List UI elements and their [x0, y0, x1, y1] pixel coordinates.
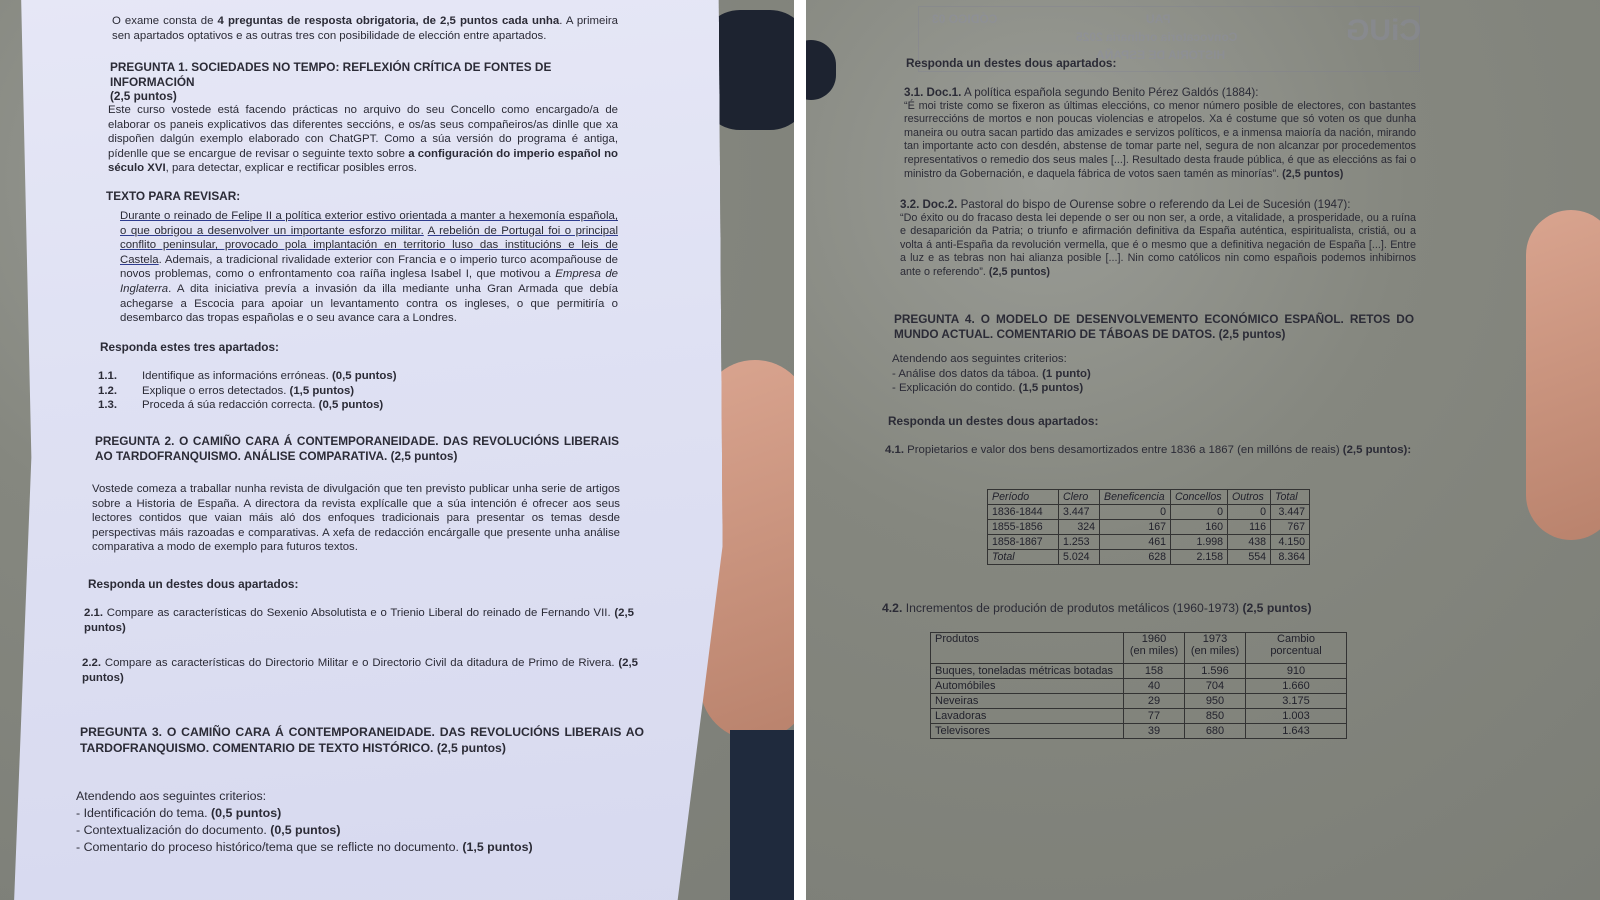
col-header: Concellos	[1171, 490, 1228, 505]
table-desamortization	[987, 489, 1310, 565]
table-1-title: 4.1. Propietarios e valor dos bens desamortizados entre 1836 a 1867 (en millóns de reais) (2,5 puntos):	[885, 444, 1412, 456]
col-header: Cambio porcentual	[1246, 633, 1347, 664]
question-1-title: PREGUNTA 1. SOCIEDADES NO TEMPO: REFLEXIÓN CRÍTICA DE FONTES DE INFORMACIÓN (2,5 puntos)	[110, 60, 552, 104]
table-row	[931, 709, 1347, 724]
criterion: - Explicación do contido. (1,5 puntos)	[892, 382, 1084, 395]
cell: 39	[1124, 724, 1185, 739]
cell: 1.003	[1246, 709, 1347, 724]
col-header: Total	[1271, 490, 1310, 505]
table-row	[988, 505, 1310, 520]
cell: 29	[1124, 694, 1185, 709]
holding-hand	[1526, 210, 1600, 540]
q1-item: 1.2. Explique o erros detectados. (1,5 puntos)	[98, 384, 355, 397]
table-total-row	[988, 550, 1310, 565]
cell: 158	[1124, 664, 1185, 679]
table-row	[931, 694, 1347, 709]
q3-criteria	[76, 788, 596, 856]
cell: 0	[1228, 505, 1271, 520]
cell: 0	[1100, 505, 1171, 520]
cell: 628	[1100, 550, 1171, 565]
criterion: - Análise dos datos da táboa. (1 punto)	[892, 367, 1091, 380]
cell: 40	[1124, 679, 1185, 694]
cell: 3.175	[1246, 694, 1347, 709]
cell: 0	[1171, 505, 1228, 520]
cell: 767	[1271, 520, 1310, 535]
cell: Automóbiles	[931, 679, 1124, 694]
col-header: Beneficencia	[1100, 490, 1171, 505]
text-to-review: Durante o reinado de Felipe II a política exterior estivo orientada a manter a hexemonía española, o que obrigou a desenvolver un importante esforzo militar. A rebelión de Portugal foi o principal conflito peninsular, provocado pola implantación en territorio luso das institucións e leis de Castela. Ademais, a tradicional rivalidade exterior con Francia e o imperio turco acompañouse de novos problemas, como o enfrontamento coa raíña inglesa Isabel I, que motivou a Empresa de Inglaterra. A dita iniciativa prevía a invasión da illa mediante unha Gran Armada que debía achegarse a Escocia para apoiar un levantamento contra os ingleses, o que permitiría o desembarco das tropas españolas e o seu avance cara a Londres.	[120, 210, 618, 325]
cell: Total	[988, 550, 1059, 565]
criteria-label: Atendendo aos seguintes criterios:	[892, 353, 1067, 365]
cell: 1.596	[1185, 664, 1246, 679]
table-row	[988, 535, 1310, 550]
ghost-logo: CiUG	[1346, 14, 1421, 47]
col-header: Produtos	[931, 633, 1124, 664]
text-to-review-label: TEXTO PARA REVISAR:	[106, 189, 241, 203]
cell: 116	[1228, 520, 1271, 535]
q1-item: 1.3. Proceda á súa redacción correcta. (0,5 puntos)	[98, 399, 384, 412]
cell: 77	[1124, 709, 1185, 724]
table-row	[988, 520, 1310, 535]
criteria-label: Atendendo aos seguintes criterios:	[76, 789, 267, 803]
right-photo	[806, 0, 1600, 900]
table-header-row	[988, 490, 1310, 505]
q2-option-1: 2.1. Compare as características do Sexenio Absolutista e o Trienio Liberal do reinado de Fernando VII. (2,5 puntos)	[84, 607, 634, 634]
doc1-title: 3.1. Doc.1. A política española segundo Benito Pérez Galdós (1884):	[904, 86, 1259, 99]
cell: 1.253	[1059, 535, 1100, 550]
cell: Lavadoras	[931, 709, 1124, 724]
cell: 3.447	[1271, 505, 1310, 520]
cell: 910	[1246, 664, 1347, 679]
document-1: 3.1. Doc.1. A política española segundo Benito Pérez Galdós (1884): “É moi triste como se fixeron as últimas eleccións, co menor número posible de electores, con bastantes resurreccións de mortos e non poucas violencias e atropelos. Xa é costume que só voten os que dunha maneira ou outra sacan partido das amizades e servizos políticos, e a inmensa maioría da nación, mirando tan importante acto con desdén, abstense de tomar parte nel, segura de non alcanzar por procedementos representativos o remedio dos seus males [...]. Resultado desta fraude pública, é que as eleccións as fai o ministro da Gobernación, e daquela fábrica de votos saen tamén as minorías”. (2,5 puntos)	[904, 86, 1416, 180]
cell: 1836-1844	[988, 505, 1059, 520]
ghost-subject: HISTORIA DE ESPAÑA	[1096, 48, 1226, 62]
cell: 1858-1867	[988, 535, 1059, 550]
question-4-title: PREGUNTA 4. O MODELO DE DESENVOLVEMENTO ECONÓMICO ESPAÑOL. RETOS DO MUNDO ACTUAL. COMENTARIO DE TÁBOAS DE DATOS. (2,5 puntos)	[894, 312, 1414, 341]
cell: 680	[1185, 724, 1246, 739]
col-header: Clero	[1059, 490, 1100, 505]
col-header: Período	[988, 490, 1059, 505]
cell: Televisores	[931, 724, 1124, 739]
cell: 850	[1185, 709, 1246, 724]
cell: 461	[1100, 535, 1171, 550]
question-1-statement: Este curso vostede está facendo prácticas no arquivo do seu Concello como encargado/a de elaborar os paneis explicativos das diferentes seccións, e os/as seus compañeiros/as dinlle que xa dispoñen dalgún exemplo elaborado con ChatGPT. Como a súa versión do programa é antiga, pídenlle que se encargue de revisar o seguinte texto sobre a configuración do imperio español no século XVI, para detectar, explicar e rectificar posibles erros.	[108, 104, 618, 175]
cell: 2.158	[1171, 550, 1228, 565]
col-header: 1960 (en miles)	[1124, 633, 1185, 664]
cell: 3.447	[1059, 505, 1100, 520]
cell: 8.364	[1271, 550, 1310, 565]
doc2-title: 3.2. Doc.2. Pastoral do bispo de Ourense sobre o referendo da Lei de Sucesión (1947):	[900, 198, 1351, 211]
cell: 554	[1228, 550, 1271, 565]
table-row	[931, 724, 1347, 739]
q3-answer-instruction: Responda un destes dous apartados:	[906, 56, 1117, 70]
question-2-statement: Vostede comeza a traballar nunha revista de divulgación que ten previsto publicar unha serie de artigos sobre a Historia de España. A directora da revista explícalle que a súa intención é ofrecer aos seus lectores contidos que vaian máis aló dos enfoques tradicionais para presentar os temas desde perspectivas máis razoadas e comparativas. A xefa de redacción encárgalle que presente unha análise comparativa a modo de exemplo para futuros textos.	[92, 483, 620, 554]
cell: 1.998	[1171, 535, 1228, 550]
col-header: Outros	[1228, 490, 1271, 505]
ghost-convocatoria: Convocatoria ordinaria 2025	[1076, 30, 1238, 44]
q4-criteria	[892, 352, 1292, 396]
document-2: 3.2. Doc.2. Pastoral do bispo de Ourense sobre o referendo da Lei de Sucesión (1947): “Do éxito ou do fracaso desta lei depende o ser ou non ser, a orde, a vitalidade, a prosperidade, ou a ruína e desaparición da Patria; o triunfo e afirmación definitiva da España auténtica, espiritualista, cristiá, ou a volta á anti-España da revolución vermella, que é o mesmo que a definitiva negación de España [...]. Entre a luz e as tebras non hai alianza posible [...]. Nin como católicos nin como españois podemos inhibirnos ante o referendo”. (2,5 puntos)	[900, 198, 1416, 278]
q2-answer-instruction: Responda un destes dous apartados:	[88, 577, 299, 591]
cell: 704	[1185, 679, 1246, 694]
cell: 5.024	[1059, 550, 1100, 565]
cell: 4.150	[1271, 535, 1310, 550]
ghost-code: CÓDIGO 03	[932, 12, 998, 26]
q2-option-2: 2.2. Compare as características do Directorio Militar e o Directorio Civil da ditadura de Primo de Rivera. (2,5 puntos)	[82, 657, 638, 684]
exam-intro: O exame consta de 4 preguntas de resposta obrigatoria, de 2,5 puntos cada unha. A primeira sen apartados optativos e as outras tres con posibilidade de elección entre apartados.	[112, 15, 618, 42]
table-header-row	[931, 633, 1347, 664]
cell: 1.660	[1246, 679, 1347, 694]
cell: Buques, toneladas métricas botadas	[931, 664, 1124, 679]
table-2-title: 4.2. Incrementos de produción de produtos metálicos (1960-1973) (2,5 puntos)	[882, 601, 1312, 615]
cell: 438	[1228, 535, 1271, 550]
image-divider	[794, 0, 806, 900]
table-row	[931, 664, 1347, 679]
table-row	[931, 679, 1347, 694]
col-header: 1973 (en miles)	[1185, 633, 1246, 664]
sleeve	[730, 730, 794, 900]
criterion: - Comentario do proceso histórico/tema que se reflicte no documento. (1,5 puntos)	[76, 840, 533, 854]
q1-answer-instruction: Responda estes tres apartados:	[100, 340, 279, 354]
criterion: - Contextualización do documento. (0,5 puntos)	[76, 823, 341, 837]
q4-answer-instruction: Responda un destes dous apartados:	[888, 414, 1099, 428]
cell: 324	[1059, 520, 1100, 535]
table-metal-products	[930, 632, 1347, 739]
criterion: - Identificación do tema. (0,5 puntos)	[76, 806, 282, 820]
question-3-title: PREGUNTA 3. O CAMIÑO CARA Á CONTEMPORANEIDADE. DAS REVOLUCIÓNS LIBERAIS AO TARDOFRANQUISMO. COMENTARIO DE TEXTO HISTÓRICO. (2,5 puntos)	[80, 725, 644, 755]
cell: 1.643	[1246, 724, 1347, 739]
cell: 1855-1856	[988, 520, 1059, 535]
ghost-pau: PAU	[1146, 12, 1171, 26]
cell: Neveiras	[931, 694, 1124, 709]
left-photo	[0, 0, 794, 900]
cell: 950	[1185, 694, 1246, 709]
q1-item: 1.1. Identifique as informacións erróneas. (0,5 puntos)	[98, 370, 397, 382]
cell: 167	[1100, 520, 1171, 535]
cell: 160	[1171, 520, 1228, 535]
q1-items	[98, 369, 518, 413]
question-2-title: PREGUNTA 2. O CAMIÑO CARA Á CONTEMPORANEIDADE. DAS REVOLUCIÓNS LIBERAIS AO TARDOFRANQUISMO. ANÁLISE COMPARATIVA. (2,5 puntos)	[95, 434, 619, 463]
